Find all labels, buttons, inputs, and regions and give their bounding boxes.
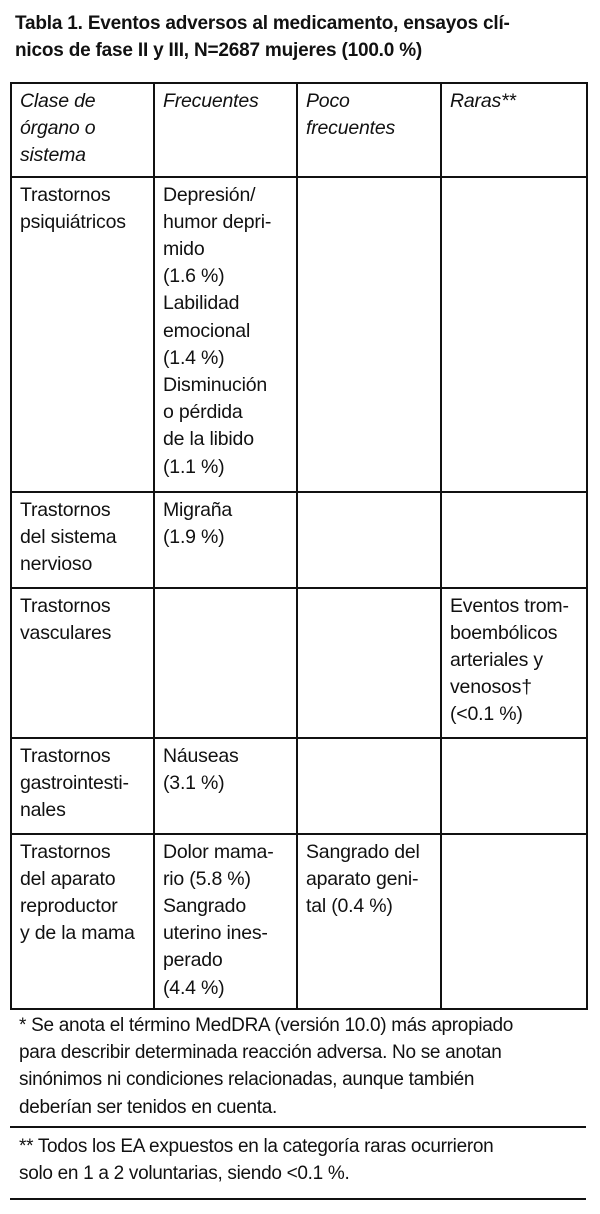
header-rare: Raras** [441, 83, 587, 177]
table-row [11, 177, 587, 492]
cell-organ: Trastornos del aparato reproductor y de la mama [11, 834, 154, 1009]
cell-rare [441, 834, 587, 1009]
cell-organ: Trastornos psiquiátricos [11, 177, 154, 492]
table-row [11, 588, 587, 738]
header-frequent: Frecuentes [154, 83, 297, 177]
cell-frequent: Dolor mama- rio (5.8 %) Sangrado uterino ines- perado (4.4 %) [154, 834, 297, 1009]
cell-uncommon: Sangrado del aparato geni- tal (0.4 %) [297, 834, 441, 1009]
header-uncommon: Poco frecuentes [297, 83, 441, 177]
table-row [11, 738, 587, 834]
cell-rare: Eventos trom- boembólicos arteriales y venosos† (<0.1 %) [441, 588, 587, 738]
footnote-divider [10, 1126, 586, 1128]
table-row [11, 834, 587, 1009]
footnote-rare-events: ** Todos los EA expuestos en la categoría raras ocurrieron solo en 1 a 2 voluntarias, siendo <0.1 %. [19, 1136, 494, 1185]
cell-uncommon [297, 588, 441, 738]
header-row [11, 83, 587, 177]
table-row [11, 492, 587, 588]
table-title: Tabla 1. Eventos adversos al medicamento, ensayos clí- nicos de fase II y III, N=2687 mujeres (100.0 %) [15, 13, 510, 61]
header-organ-class: Clase de órgano o sistema [11, 83, 154, 177]
cell-organ: Trastornos gastrointesti- nales [11, 738, 154, 834]
cell-frequent [154, 588, 297, 738]
footnote-meddra: * Se anota el término MedDRA (versión 10.0) más apropiado para describir determinada reacción adversa. No se anotan sinónimos ni condiciones relacionadas, aunque también deberían ser tenidos en cuenta. [19, 1015, 514, 1118]
cell-frequent: Migraña (1.9 %) [154, 492, 297, 588]
cell-frequent: Depresión/ humor depri- mido (1.6 %) Labilidad emocional (1.4 %) Disminución o pérdida de la libido (1.1 %) [154, 177, 297, 492]
cell-organ: Trastornos del sistema nervioso [11, 492, 154, 588]
cell-rare [441, 738, 587, 834]
cell-rare [441, 492, 587, 588]
bottom-rule [10, 1198, 586, 1200]
cell-uncommon [297, 738, 441, 834]
cell-uncommon [297, 492, 441, 588]
adverse-events-table [10, 82, 588, 1010]
cell-rare [441, 177, 587, 492]
cell-uncommon [297, 177, 441, 492]
cell-organ: Trastornos vasculares [11, 588, 154, 738]
cell-frequent: Náuseas (3.1 %) [154, 738, 297, 834]
